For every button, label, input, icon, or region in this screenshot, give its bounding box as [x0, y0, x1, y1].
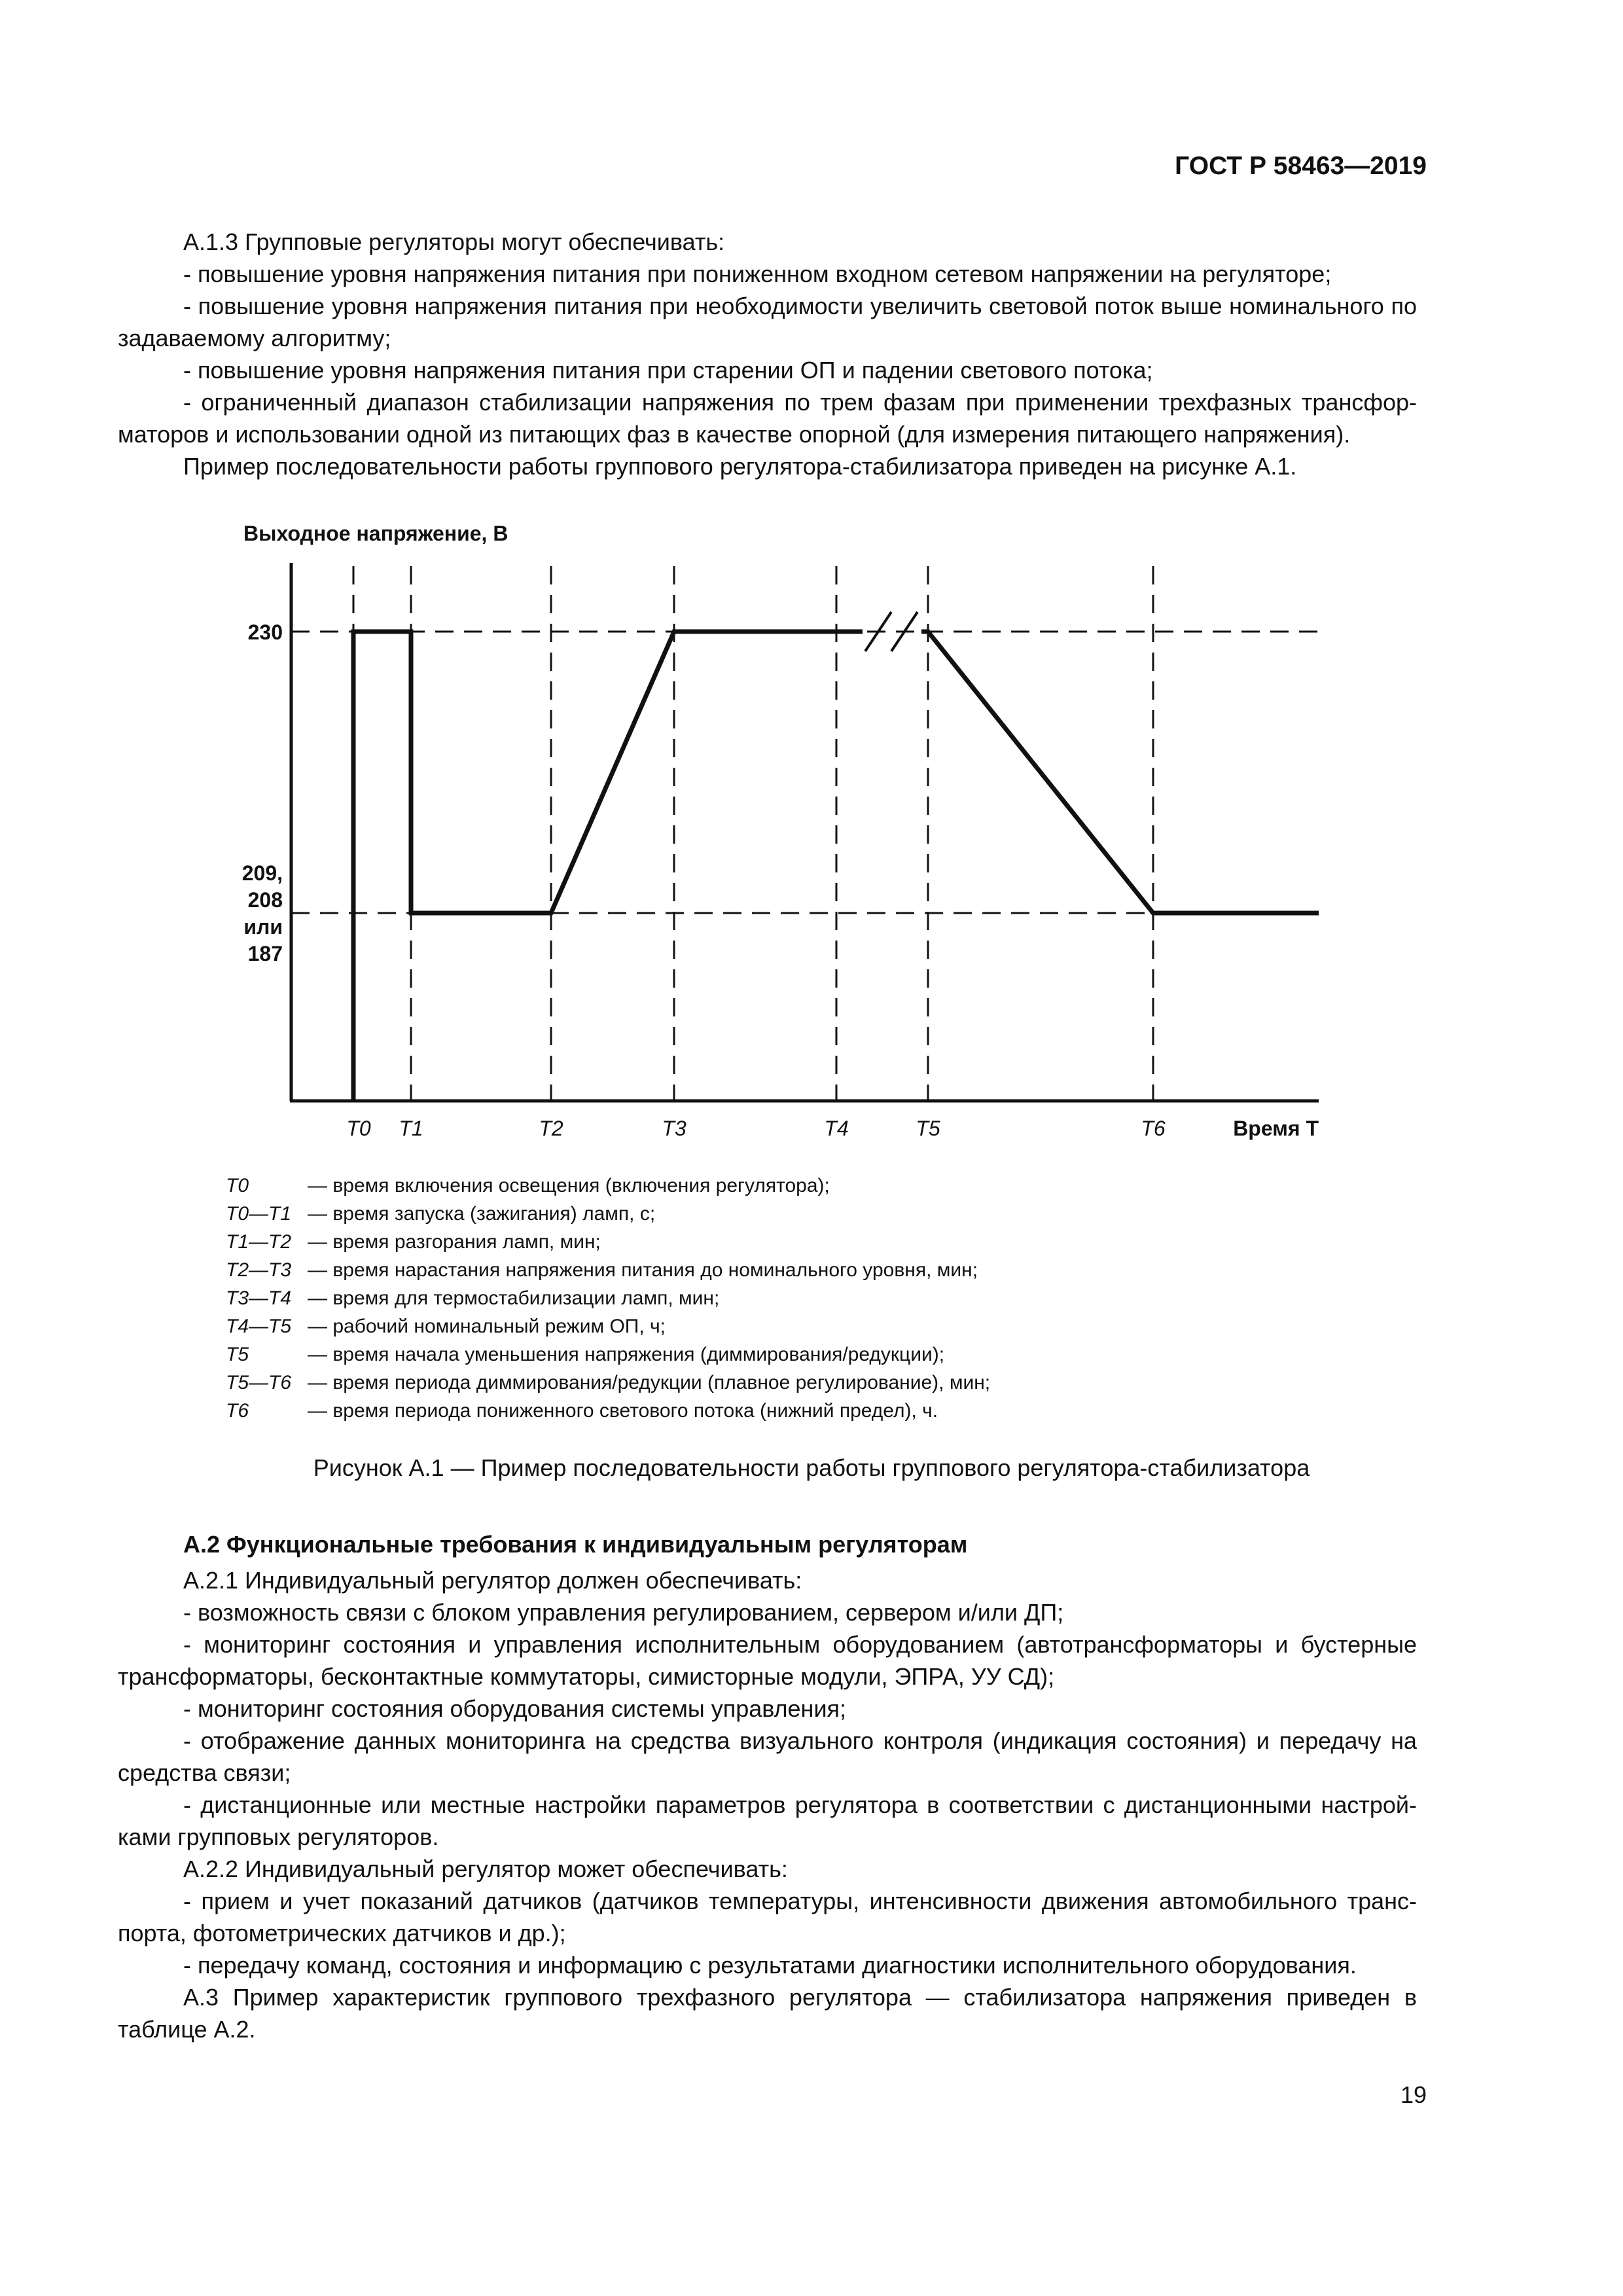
paragraph: А.3 Пример характеристик группового трехфазного регулятора — стабилизатора напряжения приведен в таблице А.2.: [118, 1984, 1417, 2043]
legend-row: T4—T5 — рабочий номинальный режим ОП, ч;: [226, 1316, 666, 1337]
paragraph: - дистанционные или местные настройки параметров регулятора в соответствии с дистанционными настрой-ками групповых регуляторов.: [118, 1791, 1417, 1850]
page-number: 19: [1400, 2081, 1427, 2108]
legend-row: T2—T3 — время нарастания напряжения питания до номинального уровня, мин;: [226, 1259, 978, 1281]
y-tick-230: 230: [247, 620, 283, 644]
x-tick-t1: T1: [399, 1117, 423, 1140]
figure-legend: [226, 1172, 990, 1425]
paragraph: А.2.2 Индивидуальный регулятор может обеспечивать:: [183, 1856, 788, 1882]
paragraph: - передачу команд, состояния и информацию с результатами диагностики исполнительного оборудования.: [183, 1952, 1357, 1979]
x-tick-t0: T0: [346, 1117, 371, 1140]
figure-caption: Рисунок А.1 — Пример последовательности работы группового регулятора-стабилизатора: [313, 1454, 1310, 1481]
voltage-series-line-continued: [921, 632, 1319, 913]
document-id: ГОСТ Р 58463—2019: [1175, 152, 1427, 180]
x-tick-t6: T6: [1141, 1117, 1166, 1140]
paragraph: - ограниченный диапазон стабилизации напряжения по трем фазам при применении трехфазных трансфор-маторов и использовании одной из питающих фаз в качестве опорной (для измерения питающего напряжения).: [118, 389, 1417, 448]
legend-row: T1—T2 — время разгорания ламп, мин;: [226, 1231, 601, 1253]
paragraph: - мониторинг состояния оборудования системы управления;: [183, 1695, 847, 1722]
x-tick-t3: T3: [662, 1117, 687, 1140]
legend-row: T0—T1 — время запуска (зажигания) ламп, с;: [226, 1203, 656, 1225]
paragraph: - возможность связи с блоком управления регулированием, сервером и/или ДП;: [183, 1599, 1064, 1626]
legend-row: T6 — время периода пониженного светового потока (нижний предел), ч.: [226, 1400, 938, 1422]
legend-row: T3—T4 — время для термостабилизации ламп, мин;: [226, 1287, 720, 1309]
x-tick-t5: T5: [916, 1117, 940, 1140]
voltage-series-line: [353, 632, 863, 1101]
x-tick-t4: T4: [824, 1117, 849, 1140]
paragraph: А.2.1 Индивидуальный регулятор должен обеспечивать:: [183, 1567, 802, 1594]
paragraph: - мониторинг состояния и управления исполнительным оборудованием (автотрансформаторы и бустерные трансформаторы, бесконтактные коммутаторы, симисторные модули, ЭПРА, УУ СД);: [118, 1631, 1417, 1690]
legend-row: T0 — время включения освещения (включения регулятора);: [226, 1175, 830, 1196]
paragraph: - повышение уровня напряжения питания при пониженном входном сетевом напряжении на регуляторе;: [183, 260, 1332, 287]
paragraph: Пример последовательности работы группового регулятора-стабилизатора приведен на рисунке А.1.: [183, 453, 1297, 480]
legend-row: T5—T6 — время периода диммирования/редукции (плавное регулирование), мин;: [226, 1372, 991, 1393]
legend-row: T5 — время начала уменьшения напряжения (диммирования/редукции);: [226, 1344, 945, 1365]
paragraph: - повышение уровня напряжения питания при необходимости увеличить световой поток выше номинального по задаваемому алгоритму;: [118, 293, 1417, 351]
y-tick-lower: 209, 208 или 187: [241, 861, 283, 965]
paragraph: - отображение данных мониторинга на средства визуального контроля (индикация состояния) и передачу на средства связи;: [118, 1727, 1417, 1786]
section-heading: А.2 Функциональные требования к индивидуальным регуляторам: [183, 1531, 968, 1558]
x-tick-t2: T2: [539, 1117, 563, 1140]
x-axis-label: Время T: [1233, 1117, 1319, 1140]
y-axis-label: Выходное напряжение, В: [243, 522, 508, 545]
paragraph: - повышение уровня напряжения питания при старении ОП и падении светового потока;: [183, 357, 1153, 384]
paragraph: А.1.3 Групповые регуляторы могут обеспечивать:: [183, 228, 725, 255]
section-a2: [118, 1528, 1417, 2045]
paragraph: - прием и учет показаний датчиков (датчиков температуры, интенсивности движения автомобильного транс-порта, фотометрических датчиков и др.);: [118, 1888, 1417, 1946]
